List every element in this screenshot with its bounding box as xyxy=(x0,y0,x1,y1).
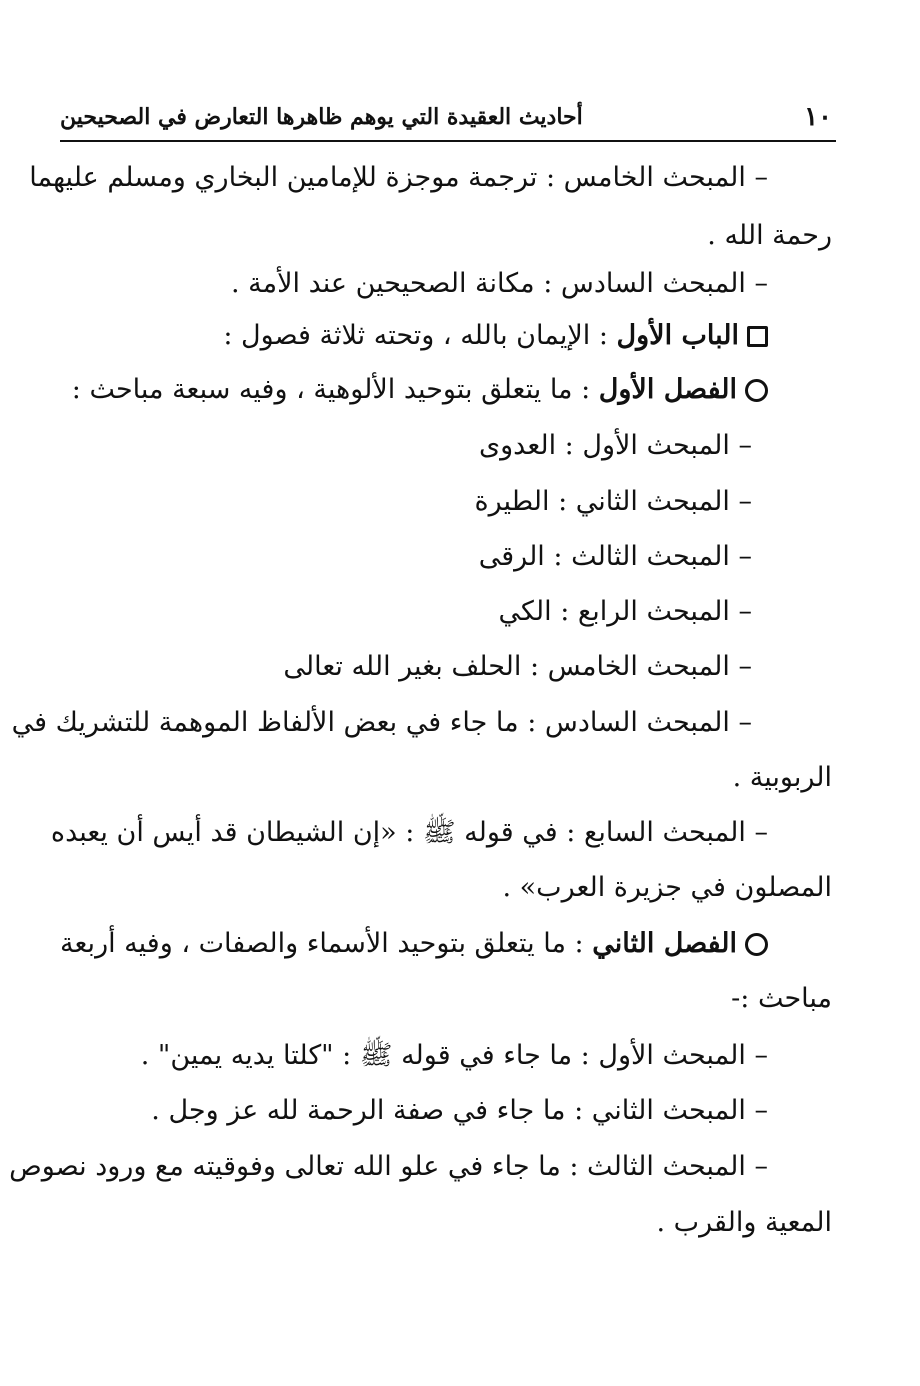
text-line-2: رحمة الله . xyxy=(707,220,832,251)
section-desc: : الإيمان بالله ، وتحته ثلاثة فصول : xyxy=(223,320,617,351)
page-number: ١٠ xyxy=(804,102,832,132)
text-line-1: – المبحث الخامس : ترجمة موجزة للإمامين البخاري ومسلم عليهما xyxy=(29,162,768,193)
section-heading-1 xyxy=(62,316,768,356)
text-line-16: مباحث :- xyxy=(731,983,832,1014)
square-bullet-icon xyxy=(747,326,768,347)
chapter-title: الفصل الأول xyxy=(598,374,737,405)
text-line-20: المعية والقرب . xyxy=(656,1207,832,1238)
text-line-8: – المبحث الثالث : الرقى xyxy=(478,541,752,572)
text-line-9: – المبحث الرابع : الكي xyxy=(498,596,752,627)
circle-bullet-icon xyxy=(745,933,768,956)
chapter-heading-2 xyxy=(62,924,768,964)
text-line-6: – المبحث الأول : العدوى xyxy=(478,430,752,461)
chapter-title: الفصل الثاني xyxy=(592,928,737,959)
text-line-10: – المبحث الخامس : الحلف بغير الله تعالى xyxy=(283,651,752,682)
running-title: أحاديث العقيدة التي يوهم ظاهرها التعارض في الصحيحين xyxy=(60,104,583,130)
text-line-7: – المبحث الثاني : الطيرة xyxy=(474,486,752,517)
text-line-18: – المبحث الثاني : ما جاء في صفة الرحمة لله عز وجل . xyxy=(151,1095,768,1126)
text-line-14: المصلون في جزيرة العرب» . xyxy=(502,872,832,903)
text-line-11: – المبحث السادس : ما جاء في بعض الألفاظ الموهمة للتشريك في xyxy=(11,707,752,738)
chapter-heading-1 xyxy=(62,370,768,410)
text-line-3: – المبحث السادس : مكانة الصحيحين عند الأمة . xyxy=(231,268,768,299)
section-title: الباب الأول xyxy=(616,320,739,351)
text-line-12: الربوبية . xyxy=(732,762,832,793)
page-header xyxy=(60,100,836,138)
chapter-desc: : ما يتعلق بتوحيد الأسماء والصفات ، وفيه أربعة xyxy=(60,928,593,959)
text-line-19: – المبحث الثالث : ما جاء في علو الله تعالى وفوقيته مع ورود نصوص xyxy=(9,1151,768,1182)
header-rule xyxy=(60,140,836,142)
text-line-17: – المبحث الأول : ما جاء في قوله ﷺ : "كلتا يديه يمين" . xyxy=(140,1040,768,1071)
text-line-13: – المبحث السابع : في قوله ﷺ : «إن الشيطان قد أيس أن يعبده xyxy=(50,817,768,848)
chapter-desc: : ما يتعلق بتوحيد الألوهية ، وفيه سبعة مباحث : xyxy=(71,374,599,405)
circle-bullet-icon xyxy=(745,379,768,402)
